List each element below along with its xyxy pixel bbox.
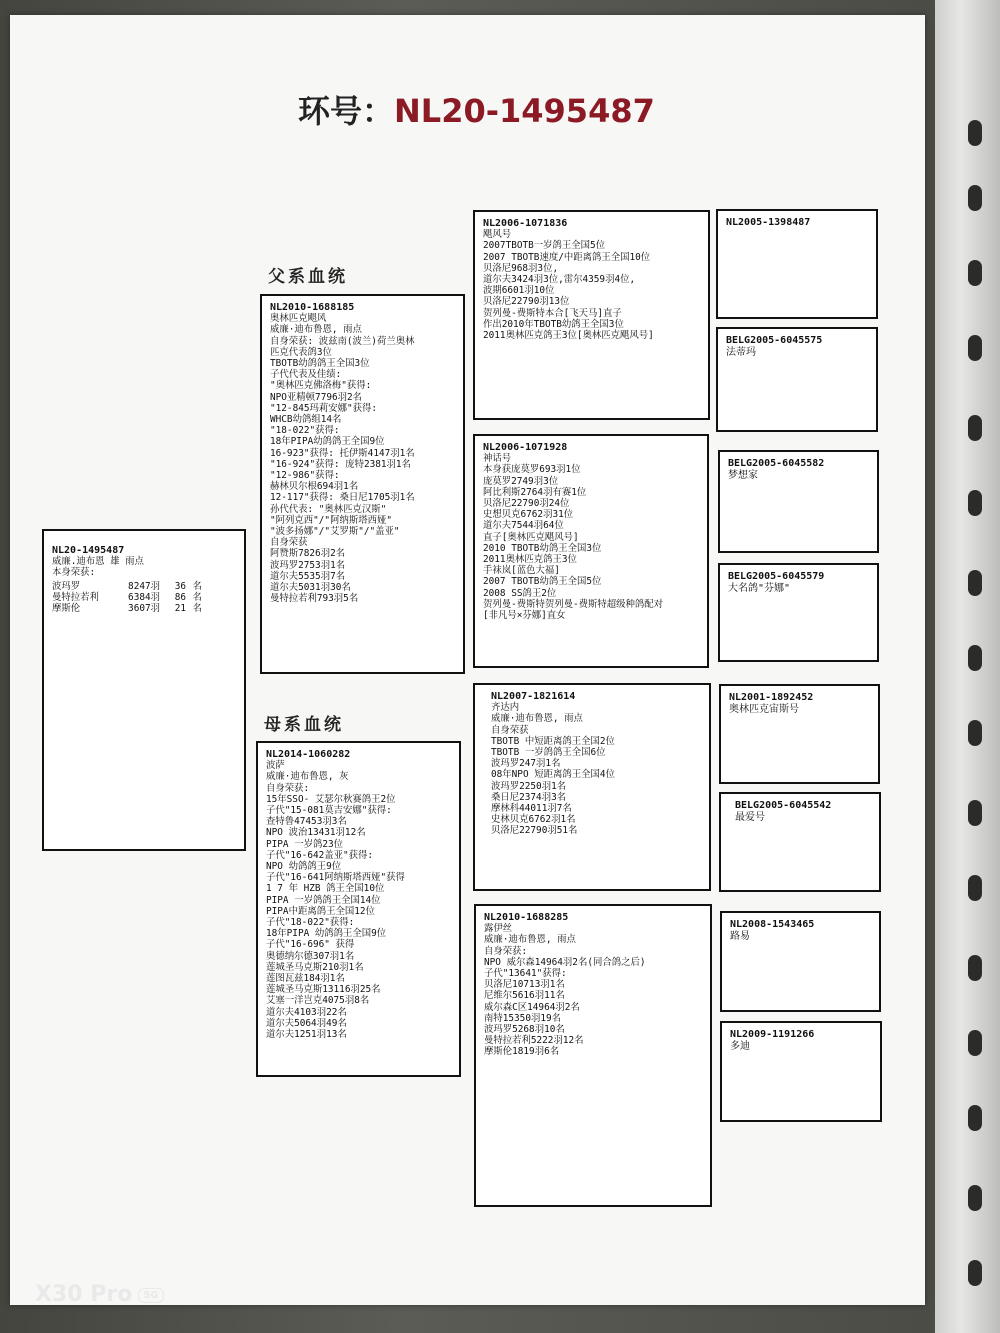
watermark-text: X30 Pro [35,1282,133,1307]
great-grandparent-box [720,1021,882,1122]
text-line: NPO 波治13431羽12名 [266,827,366,839]
text-line: 威廉·迪布鲁恩, 雨点 [270,324,362,336]
text-line: 莲城圣马克斯13116羽25名 [266,984,381,996]
great-grandparent-box [718,563,879,662]
text-line: 奥林匹克飓风 [270,313,327,325]
text-line: 自身荣获: [266,782,310,794]
great-grandparent-id: BELG2005-6045575 [726,335,823,346]
text-line: 贝洛尼22790羽51名 [491,825,578,837]
great-grandparent-id: NL2009-1191266 [730,1029,815,1040]
text-line: 子代"18-022"获得: [266,917,355,929]
binder-hole [968,875,982,901]
text-line: 波玛罗247羽1名 [491,758,561,770]
great-grandparent-name: 多迪 [730,1041,750,1052]
text-line: 齐达内 [491,702,520,714]
great-grandparent-name: 大名鸽"芬娜" [728,583,791,594]
text-line: PIPA 一岁鸽鸽王全国14位 [266,894,381,906]
text-line: 道尔夫7544羽64位 [483,520,564,532]
text-line: TBOTB 中短距离鸽王全国2位 [491,735,615,747]
grandparent-box [474,904,712,1207]
watermark-badge: 5G [138,1288,163,1303]
text-line: "波多扬娜"/"艾罗斯"/"盖亚" [270,526,400,538]
text-line: 飓风号 [483,229,512,241]
binder-hole [968,800,982,826]
text-line: 2011奥林匹克鸽王3位[奥林匹克飓风号] [483,330,654,342]
text-line: 子代"16-641阿纳斯塔西娅"获得 [266,872,405,884]
text-line: 史林贝克6762羽1名 [491,814,576,826]
text-line: 威廉·迪布鲁恩, 雨点 [484,934,576,946]
text-line: 道尔夫5535羽7名 [270,570,346,582]
great-grandparent-box [719,792,881,892]
great-grandparent-id: BELG2005-6045582 [728,458,825,469]
text-line: WHCB幼鸽组14名 [270,414,342,426]
great-grandparent-id: BELG2005-6045579 [728,571,825,582]
text-line: TBOTB幼鸽鸽王全国3位 [270,358,370,370]
text-line: 赫林贝尔根694羽1名 [270,481,359,493]
result-unit: 名 [192,603,202,615]
binder-hole [968,260,982,286]
result-race: 曼特拉若利 [52,591,99,603]
result-place: 36 [174,580,186,592]
binder-hole [968,335,982,361]
text-line: "12-986"获得: [270,470,340,482]
great-grandparent-name: 奥林匹克宙斯号 [729,704,799,715]
text-line: "16-924"获得: 庞特2381羽1名 [270,458,411,470]
sire-line-label: 父系血统 [268,267,348,287]
title-label: 环号： [298,92,395,130]
text-line: 道尔夫1251羽13名 [266,1029,347,1041]
dam-id: NL2014-1060282 [266,749,351,760]
text-line: 波萨 [266,760,285,772]
text-line: 波期6601羽10位 [483,285,555,297]
text-line: 本身获庞莫罗693羽1位 [483,464,581,476]
grandparent-lines [484,923,704,1057]
grandparent-id: NL2006-1071928 [483,442,568,453]
text-line: [非凡号×芬娜]直女 [483,610,566,622]
text-line: 子代"13641"获得: [484,968,567,980]
camera-watermark [35,1282,164,1307]
text-line: 波玛罗2250羽1名 [491,780,567,792]
text-line: 威廉·迪布鲁恩, 灰 [266,771,349,783]
binder-hole [968,1105,982,1131]
text-line: 18年PIPA 幼鸽鸽王全国9位 [266,928,387,940]
text-line: 威廉·迪布鲁恩, 雨点 [491,713,583,725]
grandparent-lines [483,229,702,341]
text-line: 摩林科44011羽7名 [491,803,572,815]
grandparent-lines [483,453,701,621]
text-line: 自身荣获: [484,945,528,957]
dam-box [256,741,461,1077]
text-line: 艾塞一洋岂克4075羽8名 [266,995,370,1007]
text-line: 匹克代表鸽3位 [270,346,332,358]
result-place: 21 [174,603,186,615]
result-place: 86 [174,591,186,603]
grandparent-box [473,434,709,668]
binder-hole [968,1030,982,1056]
binder-hole [968,1185,982,1211]
subject-id: NL20-1495487 [52,545,125,556]
result-birds: 3607羽 [128,603,160,615]
great-grandparent-box [716,209,878,319]
text-line: 贺列曼-费斯特本合[飞天马]直子 [483,307,622,319]
text-line: 直子[奥林匹克飓风号] [483,531,579,543]
subject-box [42,529,246,851]
text-line: NPO 威尔森14964羽2名(同合鸽之后) [484,956,646,968]
text-line: "阿列克西"/"阿纳斯塔西娅" [270,514,392,526]
text-line: NPO 幼鸽鸽王9位 [266,861,342,873]
text-line: PIPA中距离鸽王全国12位 [266,905,375,917]
binder-hole [968,185,982,211]
result-row [52,603,238,614]
great-grandparent-name: 法蒂玛 [726,347,756,358]
grandparent-lines [491,702,703,836]
text-line: "奥林匹克佛洛梅"获得: [270,380,372,392]
text-line: 子代"15-081莫吉安娜"获得: [266,805,392,817]
text-line: 贝洛尼22790羽24位 [483,498,570,510]
text-line: PIPA 一岁鸽23位 [266,838,344,850]
great-grandparent-box [716,327,878,432]
great-grandparent-id: NL2008-1543465 [730,919,815,930]
text-line: 自身荣获: 波兹南(波兰)荷兰奥林 [270,335,415,347]
result-race: 摩斯伦 [52,603,81,615]
text-line: 孙代代表: "奥林匹克汉斯" [270,503,387,515]
text-line: 2007 TBOTB幼鸽王全国5位 [483,576,602,588]
text-line: 2008 SS鸽王2位 [483,587,557,599]
text-line: 子代"16-696" 获得 [266,939,355,951]
text-line: 道尔夫5031羽30名 [270,582,351,594]
binder-hole [968,570,982,596]
binder-hole [968,955,982,981]
text-line: "12-845玛莉安娜"获得: [270,402,378,414]
text-line: 桑日尼2374羽3名 [491,791,567,803]
text-line: 2011奥林匹克鸽王3位 [483,554,577,566]
dam-line-label: 母系血统 [264,715,344,735]
text-line: 莲城圣马克斯210羽1名 [266,961,364,973]
grandparent-id: NL2010-1688285 [484,912,569,923]
text-line: 曼特拉若利793羽5名 [270,593,359,605]
text-line: 子代代表及佳绩: [270,369,342,381]
sire-lines [270,313,457,604]
result-race: 波玛罗 [52,580,81,592]
subject-line: 威廉.迪布恩 雄 雨点 [52,556,144,568]
great-grandparent-name: 梦想家 [728,470,758,481]
text-line: 波玛罗2753羽1名 [270,559,346,571]
text-line: 贝洛尼968羽3位, [483,262,559,274]
grandparent-box [473,210,710,420]
text-line: 神话号 [483,453,512,465]
text-line: 1 7 年 HZB 鸽王全国10位 [266,883,385,895]
text-line: TBOTB 一岁鸽鸽王全国6位 [491,747,606,759]
text-line: 南特15350羽19名 [484,1012,562,1024]
text-line: 阿比利斯2764羽有赛1位 [483,486,587,498]
text-line: 查特鲁47453羽3名 [266,816,347,828]
great-grandparent-name: 最爱号 [735,812,765,823]
text-line: 2010 TBOTB幼鸽王全国3位 [483,542,602,554]
text-line: 尼维尔5616羽11名 [484,990,565,1002]
binder-hole [968,720,982,746]
subject-line: 本身荣获: [52,567,96,579]
result-birds: 8247羽 [128,580,160,592]
text-line: 威尔森C区14964羽2名 [484,1001,580,1013]
text-line: 贝洛尼22790羽13位 [483,296,570,308]
result-birds: 6384羽 [128,591,160,603]
sire-box [260,294,465,674]
text-line: 莲图瓦兹184羽1名 [266,973,345,985]
text-line: 道尔夫5064羽49名 [266,1017,347,1029]
great-grandparent-id: NL2001-1892452 [729,692,814,703]
text-line: "18-022"获得: [270,425,340,437]
text-line: 子代"16-642盖亚"获得: [266,849,374,861]
great-grandparent-id: NL2005-1398487 [726,217,811,228]
text-line: 18年PIPA幼鸽鸽王全国9位 [270,436,385,448]
page-title [298,86,655,132]
text-line: NPO亚精顿7796羽2名 [270,391,363,403]
result-row [52,592,238,603]
dam-lines [266,760,453,1040]
result-unit: 名 [192,580,202,592]
text-line: 摩斯伦1819羽6名 [484,1046,560,1058]
binder-hole [968,415,982,441]
subject-results [52,581,238,615]
text-line: 波玛罗5268羽10名 [484,1024,565,1036]
ring-number: NL20-1495487 [394,92,655,130]
text-line: 作出2010年TBOTB幼鸽王全国3位 [483,318,624,330]
great-grandparent-box [718,450,879,553]
text-line: 12-117"获得: 桑日尼1705羽1名 [270,492,415,504]
text-line: 贺列曼-费斯特贺列曼-费斯特超级种鸽配对 [483,598,664,610]
text-line: 2007TBOTB一岁鸽王全国5位 [483,240,606,252]
binder-hole [968,1260,982,1286]
binder-hole [968,120,982,146]
sire-id: NL2010-1688185 [270,302,355,313]
text-line: 奥德纳尔德307羽1名 [266,950,355,962]
text-line: 庞莫罗2749羽3位 [483,475,559,487]
binder-hole [968,490,982,516]
text-line: 自身荣获 [270,537,308,549]
grandparent-id: NL2006-1071836 [483,218,568,229]
result-unit: 名 [192,591,202,603]
great-grandparent-box [720,911,881,1012]
text-line: 道尔夫3424羽3位,雷尔4359羽4位, [483,274,636,286]
text-line: 自身荣获 [491,724,529,736]
text-line: 露伊丝 [484,923,513,935]
great-grandparent-name: 路易 [730,931,750,942]
text-line: 08年NPO 短距离鸽王全国4位 [491,769,615,781]
grandparent-id: NL2007-1821614 [491,691,576,702]
text-line: 史想贝克6762羽31位 [483,509,574,521]
text-line: 阿赞斯7826羽2名 [270,548,346,560]
grandparent-box [473,683,711,891]
text-line: 手袜岚[蓝色大福] [483,565,560,577]
binder-hole [968,645,982,671]
text-line: 道尔夫4103羽22名 [266,1006,347,1018]
text-line: 贝洛尼10713羽1名 [484,979,565,991]
text-line: 曼特拉若利5222羽12名 [484,1035,584,1047]
great-grandparent-id: BELG2005-6045542 [735,800,832,811]
text-line: 16-923"获得: 托伊斯4147羽1名 [270,447,415,459]
great-grandparent-box [719,684,880,784]
result-row [52,581,238,592]
text-line: 15年SSO- 艾瑟尔秋赛鸽王2位 [266,793,396,805]
text-line: 2007 TBOTB速度/中距离鸽王全国10位 [483,251,651,263]
